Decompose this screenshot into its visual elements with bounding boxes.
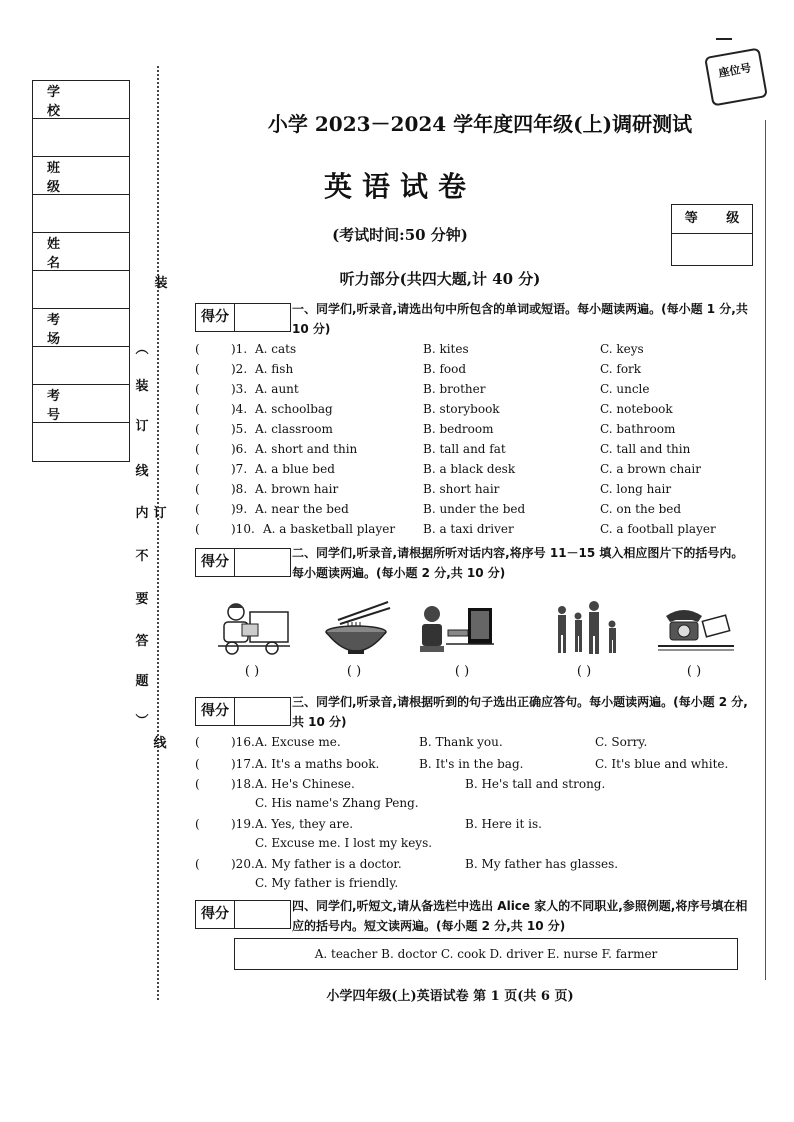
section1-instruction: 一、同学们,听录音,请选出句中所包含的单词或短语。每小题读两遍。(每小题 1 分,共 10 分) bbox=[292, 302, 748, 336]
option-c: C. fork bbox=[600, 362, 642, 376]
binding-char: 装 bbox=[154, 276, 168, 291]
option-a: A. classroom bbox=[255, 422, 333, 436]
option-b: B. It's in the bag. bbox=[419, 757, 524, 771]
class-field[interactable] bbox=[33, 195, 129, 233]
option-b: B. Thank you. bbox=[419, 735, 503, 749]
question-row bbox=[195, 342, 755, 360]
option-b: B. food bbox=[423, 362, 467, 376]
seat-number-stamp: 座位号 bbox=[704, 48, 768, 107]
option-b: B. bedroom bbox=[423, 422, 494, 436]
option-a: A. aunt bbox=[255, 382, 299, 396]
answer-paren[interactable]: ( bbox=[195, 402, 200, 416]
option-b: B. under the bed bbox=[423, 502, 526, 516]
option-c: C. His name's Zhang Peng. bbox=[255, 796, 419, 810]
option-c: C. My father is friendly. bbox=[255, 876, 399, 890]
option-c: C. Excuse me. I lost my keys. bbox=[255, 836, 433, 850]
score-box bbox=[195, 548, 291, 577]
score-label: 得分 bbox=[196, 549, 235, 576]
occupation-options-box: A. teacher B. doctor C. cook D. driver E. nurse F. farmer bbox=[234, 938, 738, 970]
computer-user-icon bbox=[418, 600, 494, 658]
score-box bbox=[195, 697, 291, 726]
answer-paren[interactable]: ( bbox=[195, 857, 200, 871]
option-a: A. schoolbag bbox=[255, 402, 333, 416]
binding-char: 线 bbox=[153, 736, 167, 751]
option-b: B. a black desk bbox=[423, 462, 516, 476]
question-row bbox=[195, 522, 755, 540]
option-b: B. brother bbox=[423, 382, 486, 396]
binding-char: 答 bbox=[135, 634, 149, 649]
binding-char: 不 bbox=[135, 549, 149, 564]
picture-answer-blank[interactable]: ( ) bbox=[346, 664, 362, 679]
question-number: )18. bbox=[231, 777, 255, 791]
student-info-table bbox=[32, 80, 130, 462]
option-b: B. My father has glasses. bbox=[465, 857, 619, 871]
option-a: A. My father is a doctor. bbox=[255, 857, 402, 871]
binding-char: 要 bbox=[135, 592, 149, 607]
question-row bbox=[195, 857, 755, 875]
answer-paren[interactable]: ( bbox=[195, 442, 200, 456]
question-number: )9. bbox=[231, 502, 248, 516]
exam-subject: 英语试卷 bbox=[323, 170, 476, 203]
option-a: A. Yes, they are. bbox=[255, 817, 354, 831]
question-row bbox=[195, 817, 755, 835]
option-a: A. brown hair bbox=[255, 482, 339, 496]
question-number: )20. bbox=[231, 857, 255, 871]
exam-number-label: 考 号 bbox=[33, 385, 129, 423]
option-c: C. a football player bbox=[600, 522, 716, 536]
score-label: 得分 bbox=[196, 304, 235, 331]
question-row bbox=[195, 462, 755, 480]
option-c: C. long hair bbox=[600, 482, 672, 496]
exam-number-field[interactable] bbox=[33, 423, 129, 461]
option-b: B. He's tall and strong. bbox=[465, 777, 606, 791]
option-a: A. It's a maths book. bbox=[255, 757, 380, 771]
question-number: )4. bbox=[231, 402, 248, 416]
option-c: C. notebook bbox=[600, 402, 673, 416]
question-row bbox=[195, 757, 755, 775]
option-a: A. He's Chinese. bbox=[255, 777, 355, 791]
question-number: )1. bbox=[231, 342, 248, 356]
grade-field[interactable] bbox=[672, 234, 752, 264]
delivery-truck-icon bbox=[214, 600, 290, 658]
noodle-bowl-icon bbox=[318, 600, 394, 658]
name-label: 姓 名 bbox=[33, 233, 129, 271]
answer-paren[interactable]: ( bbox=[195, 817, 200, 831]
exam-room-label: 考 场 bbox=[33, 309, 129, 347]
answer-paren[interactable]: ( bbox=[195, 382, 200, 396]
score-field[interactable] bbox=[235, 698, 290, 725]
telephone-icon bbox=[658, 600, 734, 658]
answer-paren[interactable]: ( bbox=[195, 502, 200, 516]
question-number: )17. bbox=[231, 757, 255, 771]
school-field[interactable] bbox=[33, 119, 129, 157]
question-row bbox=[195, 777, 755, 795]
answer-paren[interactable]: ( bbox=[195, 522, 200, 536]
question-row-continued bbox=[195, 796, 755, 814]
answer-paren[interactable]: ( bbox=[195, 757, 200, 771]
grade-box bbox=[671, 204, 753, 266]
answer-paren[interactable]: ( bbox=[195, 777, 200, 791]
option-b: B. storybook bbox=[423, 402, 500, 416]
option-c: C. It's blue and white. bbox=[595, 757, 729, 771]
option-a: A. fish bbox=[255, 362, 294, 376]
section3-instruction: 三、同学们,听录音,请根据听到的句子选出正确应答句。每小题读两遍。(每小题 2 分,共 10 分) bbox=[292, 695, 748, 729]
option-a: A. short and thin bbox=[255, 442, 358, 456]
option-b: B. short hair bbox=[423, 482, 500, 496]
right-margin-rule bbox=[765, 120, 766, 980]
picture-answer-blank[interactable]: ( ) bbox=[454, 664, 470, 679]
question-number: )7. bbox=[231, 462, 248, 476]
class-label: 班 级 bbox=[33, 157, 129, 195]
grade-label: 等 级 bbox=[672, 205, 752, 234]
answer-paren[interactable]: ( bbox=[195, 342, 200, 356]
question-row bbox=[195, 422, 755, 440]
binding-char: 内 bbox=[135, 506, 149, 521]
question-number: )8. bbox=[231, 482, 248, 496]
option-c: C. on the bed bbox=[600, 502, 682, 516]
option-c: C. a brown chair bbox=[600, 462, 701, 476]
listening-part-title: 听力部分(共四大题,计 40 分) bbox=[339, 270, 541, 288]
option-c: C. bathroom bbox=[600, 422, 676, 436]
question-row bbox=[195, 502, 755, 520]
answer-paren[interactable]: ( bbox=[195, 735, 200, 749]
option-c: C. keys bbox=[600, 342, 644, 356]
option-a: A. a basketball player bbox=[263, 522, 396, 536]
question-number: )10. bbox=[231, 522, 255, 536]
option-b: B. Here it is. bbox=[465, 817, 542, 831]
answer-paren[interactable]: ( bbox=[195, 362, 200, 376]
binding-char: 订 bbox=[135, 419, 149, 434]
exam-time: (考试时间:50 分钟) bbox=[332, 226, 468, 244]
family-icon bbox=[548, 600, 624, 658]
answer-paren[interactable]: ( bbox=[195, 482, 200, 496]
question-number: )6. bbox=[231, 442, 248, 456]
picture-answer-blank[interactable]: ( ) bbox=[244, 664, 260, 679]
question-number: )16. bbox=[231, 735, 255, 749]
exam-room-field[interactable] bbox=[33, 347, 129, 385]
question-row bbox=[195, 402, 755, 420]
option-b: B. tall and fat bbox=[423, 442, 506, 456]
option-c: C. tall and thin bbox=[600, 442, 691, 456]
score-field[interactable] bbox=[235, 901, 290, 928]
name-field[interactable] bbox=[33, 271, 129, 309]
school-label: 学 校 bbox=[33, 81, 129, 119]
answer-paren[interactable]: ( bbox=[195, 462, 200, 476]
question-row bbox=[195, 382, 755, 400]
binding-char: ︶ bbox=[135, 714, 149, 729]
binding-dotted-line bbox=[157, 66, 159, 1000]
section2-instruction: 二、同学们,听录音,请根据所听对话内容,将序号 11－15 填入相应图片下的括号内。每小题读两遍。(每小题 2 分,共 10 分) bbox=[292, 546, 744, 580]
question-number: )5. bbox=[231, 422, 248, 436]
score-field[interactable] bbox=[235, 304, 290, 331]
question-row-continued bbox=[195, 836, 755, 854]
section4-instruction: 四、同学们,听短文,请从备选栏中选出 Alice 家人的不同职业,参照例题,将序号填在相应的括号内。短文读两遍。(每小题 2 分,共 10 分) bbox=[292, 899, 748, 933]
binding-char: 线 bbox=[135, 464, 149, 479]
binding-char: 装 bbox=[135, 379, 149, 394]
score-label: 得分 bbox=[196, 901, 235, 928]
option-b: B. kites bbox=[423, 342, 469, 356]
score-box bbox=[195, 303, 291, 332]
picture-answer-blank[interactable]: ( ) bbox=[686, 664, 702, 679]
score-box bbox=[195, 900, 291, 929]
binding-char: 题 bbox=[135, 674, 149, 689]
question-number: )2. bbox=[231, 362, 248, 376]
answer-paren[interactable]: ( bbox=[195, 422, 200, 436]
option-a: A. near the bed bbox=[255, 502, 349, 516]
question-number: )19. bbox=[231, 817, 255, 831]
question-row bbox=[195, 735, 755, 753]
question-row bbox=[195, 442, 755, 460]
score-label: 得分 bbox=[196, 698, 235, 725]
question-row bbox=[195, 482, 755, 500]
score-field[interactable] bbox=[235, 549, 290, 576]
exam-title: 小学 2023－2024 学年度四年级(上)调研测试 bbox=[267, 112, 693, 136]
binding-char: 订 bbox=[153, 506, 167, 521]
option-a: A. Excuse me. bbox=[255, 735, 341, 749]
option-a: A. cats bbox=[255, 342, 297, 356]
option-c: C. uncle bbox=[600, 382, 650, 396]
picture-answer-blank[interactable]: ( ) bbox=[576, 664, 592, 679]
page-footer: 小学四年级(上)英语试卷 第 1 页(共 6 页) bbox=[326, 989, 574, 1004]
option-a: A. a blue bed bbox=[255, 462, 335, 476]
question-row bbox=[195, 362, 755, 380]
binding-char: ︵ bbox=[135, 342, 149, 357]
question-row-continued bbox=[195, 876, 755, 894]
corner-mark bbox=[716, 38, 732, 40]
option-c: C. Sorry. bbox=[595, 735, 648, 749]
option-b: B. a taxi driver bbox=[423, 522, 514, 536]
question-number: )3. bbox=[231, 382, 248, 396]
